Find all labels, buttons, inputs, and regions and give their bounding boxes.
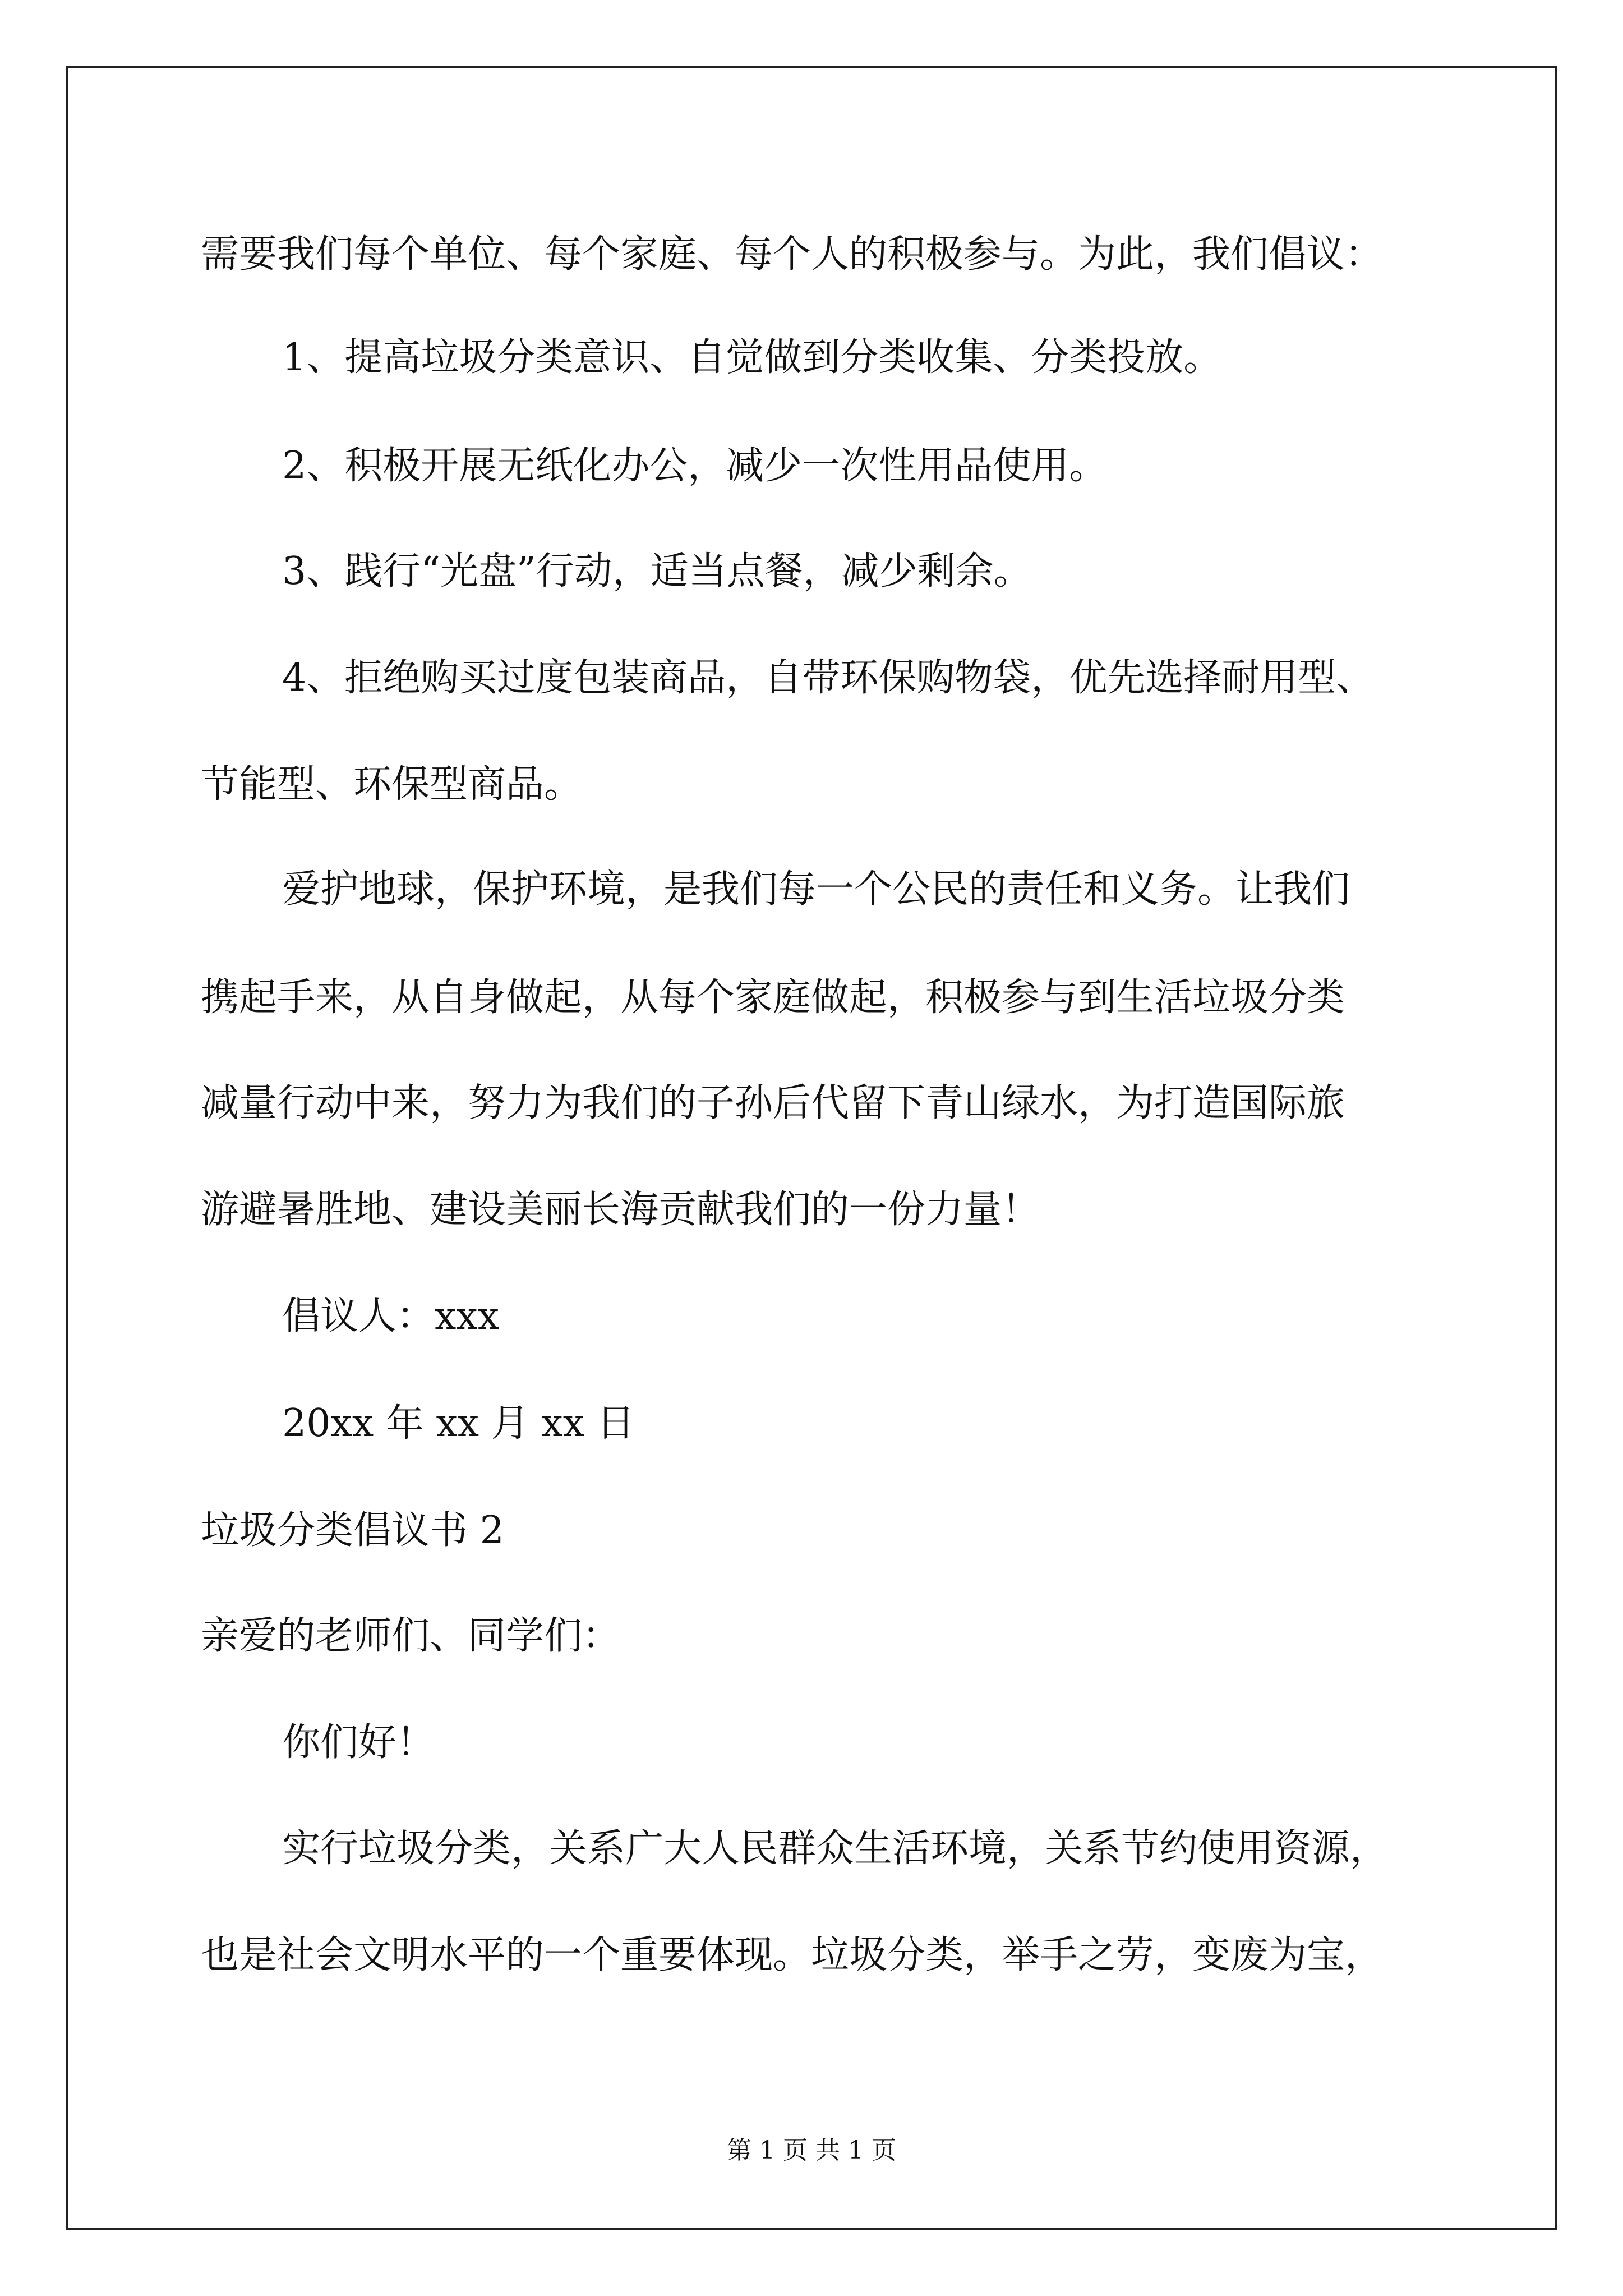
page-footer: 第 1 页 共 1 页 — [727, 2136, 896, 2165]
signature-line: 倡议人：xxx — [282, 1294, 500, 1338]
paragraph-line: 游避暑胜地、建设美丽长海贡献我们的一份力量！ — [201, 1188, 1040, 1232]
list-item: 3、践行“光盘”行动，适当点餐，减少剩余。 — [282, 549, 1032, 593]
salutation: 亲爱的老师们、同学们： — [201, 1614, 621, 1658]
paragraph-line: 实行垃圾分类，关系广大人民群众生活环境，关系节约使用资源， — [282, 1826, 1389, 1871]
paragraph-line: 减量行动中来，努力为我们的子孙后代留下青山绿水，为打造国际旅 — [201, 1081, 1345, 1125]
paragraph-line: 也是社会文明水平的一个重要体现。垃圾分类，举手之劳，变废为宝， — [201, 1933, 1384, 1977]
list-item: 1、提高垃圾分类意识、自觉做到分类收集、分类投放。 — [282, 335, 1222, 380]
page-border — [66, 66, 1557, 2230]
paragraph-line: 节能型、环保型商品。 — [201, 762, 583, 807]
list-item: 2、积极开展无纸化办公，减少一次性用品使用。 — [282, 444, 1108, 488]
greeting: 你们好！ — [282, 1720, 435, 1765]
paragraph-line: 需要我们每个单位、每个家庭、每个人的积极参与。为此，我们倡议： — [201, 232, 1384, 277]
paragraph-line: 爱护地球，保护环境，是我们每一个公民的责任和义务。让我们 — [282, 867, 1350, 912]
date-line: 20xx 年 xx 月 xx 日 — [282, 1401, 635, 1446]
list-item: 4、拒绝购买过度包装商品，自带环保购物袋，优先选择耐用型、 — [282, 656, 1375, 700]
paragraph-line: 携起手来，从自身做起，从每个家庭做起，积极参与到生活垃圾分类 — [201, 976, 1345, 1020]
section-title: 垃圾分类倡议书 2 — [201, 1508, 504, 1553]
